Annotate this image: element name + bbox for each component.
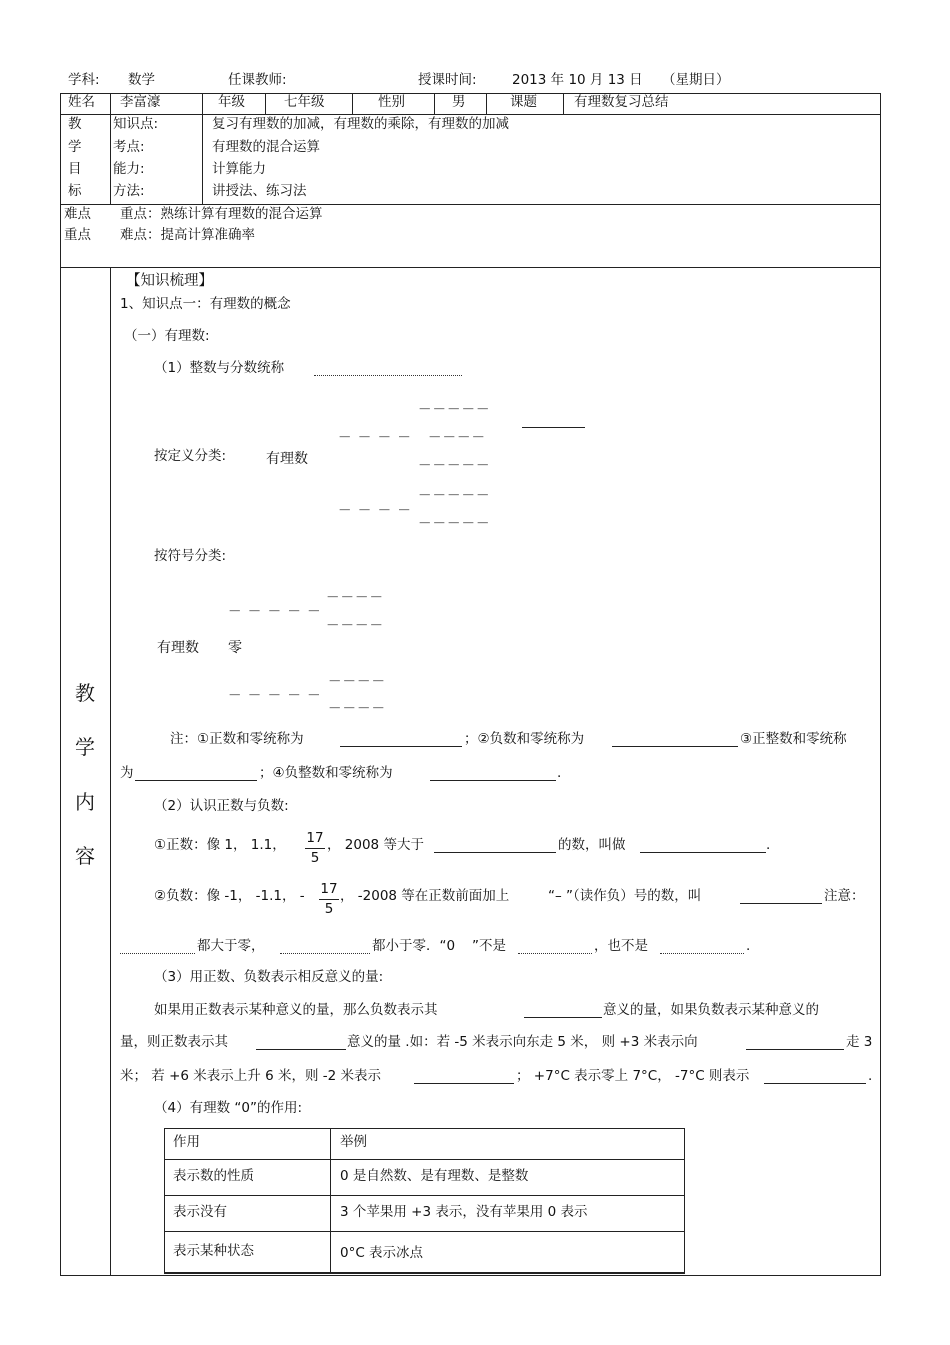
note-text: ；②负数和零统称为 <box>464 731 585 747</box>
zero-text: ，也不是 <box>594 938 648 954</box>
positive-text: . <box>766 837 771 853</box>
objectives-side-char: 目 <box>68 161 82 177</box>
negative-text: “– ”（读作负）号的数，叫 <box>548 888 702 904</box>
objective-value: 讲授法、练习法 <box>212 183 307 199</box>
negative-text: ， -2008 等在正数前面加上 <box>340 888 510 904</box>
objectives-side-char: 标 <box>68 183 82 199</box>
blank-line <box>340 746 462 747</box>
note-text: . <box>557 765 562 781</box>
table-header: 举例 <box>340 1134 367 1150</box>
key-point: 重点：熟练计算有理数的混合运算 <box>120 206 323 222</box>
blank-line <box>522 427 585 428</box>
blank-dash: －－－－ <box>328 701 386 717</box>
objective-value: 复习有理数的加减，有理数的乘除，有理数的加减 <box>212 116 509 132</box>
question-1: （1）整数与分数统称 <box>154 360 285 376</box>
objective-value: 计算能力 <box>212 161 266 177</box>
blank-dash: －－－－ <box>326 590 384 606</box>
positive-text: ①正数：像 1， 1.1， <box>154 837 286 853</box>
opposite-text: 意义的量 .如：若 -5 米表示向东走 5 米， 则 +3 米表示向 <box>347 1034 698 1050</box>
definition-classification-label: 按定义分类: <box>154 448 227 464</box>
blank-line <box>740 903 822 904</box>
sign-classification-label: 按符号分类: <box>154 548 227 564</box>
difficulty-side: 难点 <box>64 206 91 222</box>
table-cell: 0°C 表示冰点 <box>340 1245 424 1261</box>
blank-line <box>314 375 462 376</box>
blank-line <box>120 953 195 954</box>
topic-label: 课题 <box>510 94 537 110</box>
blank-dash: －－－－－ <box>418 516 491 532</box>
table-cell: 表示数的性质 <box>173 1168 254 1184</box>
blank-line <box>434 852 556 853</box>
grade-label: 年级 <box>218 94 245 110</box>
name-value: 李富濠 <box>120 94 161 110</box>
negative-text: ②负数：像 -1， -1.1， - <box>154 888 305 904</box>
table-cell: 表示某种状态 <box>173 1243 254 1259</box>
zero-label: 零 <box>228 640 242 656</box>
objective-label: 知识点: <box>113 116 159 132</box>
opposite-text: . <box>868 1068 873 1084</box>
zero-text: 都大于零， <box>197 938 265 954</box>
objective-label: 方法: <box>113 183 145 199</box>
objectives-side-char: 教 <box>68 116 82 132</box>
date-value: 2013 年 10 月 13 日 <box>512 72 643 88</box>
subsection-1: （一）有理数: <box>124 328 210 344</box>
table-cell: 表示没有 <box>173 1204 227 1220</box>
name-label: 姓名 <box>68 94 95 110</box>
question-2: （2）认识正数与负数: <box>154 798 289 814</box>
fraction-denominator: 5 <box>324 900 334 917</box>
teacher-label: 任课教师: <box>228 72 287 88</box>
blank-dash: －－－－ <box>328 674 386 690</box>
time-label: 授课时间: <box>418 72 477 88</box>
blank-dash: －－－－ <box>326 618 384 634</box>
blank-line <box>518 953 592 954</box>
opposite-text: ； +7°C 表示零上 7°C， -7°C 则表示 <box>516 1068 750 1084</box>
blank-line <box>764 1083 866 1084</box>
positive-text: 的数，叫做 <box>558 837 626 853</box>
question-3: （3）用正数、负数表示相反意义的量: <box>154 969 384 985</box>
blank-line <box>430 780 556 781</box>
fraction <box>319 883 339 916</box>
zero-text: 都小于零．“0 <box>372 938 456 954</box>
grade-value: 七年级 <box>284 94 325 110</box>
objective-value: 有理数的混合运算 <box>212 139 320 155</box>
table-header: 作用 <box>173 1134 200 1150</box>
blank-dash: － － － － <box>338 430 412 446</box>
blank-dash: － － － － － <box>228 604 322 620</box>
negative-text: 注意： <box>824 888 865 904</box>
zero-text: . <box>746 938 751 954</box>
content-side-char: 学 <box>75 735 95 759</box>
blank-dash: －－－－ <box>428 430 486 446</box>
blank-line <box>612 746 738 747</box>
blank-line <box>640 852 766 853</box>
fraction-numerator: 17 <box>305 832 325 849</box>
blank-line <box>414 1083 514 1084</box>
opposite-text: 量，则正数表示其 <box>120 1034 228 1050</box>
note-text: 为 <box>120 765 134 781</box>
objectives-side-char: 学 <box>68 139 82 155</box>
knowledge-point-1: 1、知识点一：有理数的概念 <box>120 296 291 312</box>
positive-text: ， 2008 等大于 <box>327 837 424 853</box>
rational-number-center: 有理数 <box>266 451 308 467</box>
fraction <box>305 832 325 865</box>
question-4: （4）有理数 “0”的作用: <box>154 1100 303 1116</box>
subject-value: 数学 <box>128 72 155 88</box>
content-side-char: 内 <box>75 790 95 814</box>
rational-number-center: 有理数 <box>157 640 199 656</box>
difficulty-side: 重点 <box>64 227 91 243</box>
note-text: ；④负整数和零统称为 <box>259 765 393 781</box>
note-text: ③正整数和零统称 <box>740 731 847 747</box>
weekday-value: （星期日） <box>662 72 730 88</box>
content-side-char: 容 <box>75 844 95 868</box>
blank-line <box>135 780 257 781</box>
blank-dash: －－－－－ <box>418 458 491 474</box>
blank-dash: －－－－－ <box>418 488 491 504</box>
note-text: 注：①正数和零统称为 <box>170 731 304 747</box>
fraction-numerator: 17 <box>319 883 339 900</box>
gender-label: 性别 <box>378 94 405 110</box>
zero-text: ”不是 <box>472 938 506 954</box>
blank-line <box>256 1049 346 1050</box>
gender-value: 男 <box>452 94 466 110</box>
opposite-text: 走 3 <box>846 1034 873 1050</box>
table-cell: 3 个苹果用 +3 表示，没有苹果用 0 表示 <box>340 1204 588 1220</box>
blank-line <box>280 953 370 954</box>
topic-value: 有理数复习总结 <box>574 94 669 110</box>
blank-dash: －－－－－ <box>418 402 491 418</box>
blank-line <box>746 1049 844 1050</box>
subject-label: 学科: <box>68 72 100 88</box>
table-cell: 0 是自然数、是有理数、是整数 <box>340 1168 529 1184</box>
opposite-text: 如果用正数表示某种意义的量，那么负数表示其 <box>154 1002 438 1018</box>
content-side-char: 教 <box>75 681 95 705</box>
hard-point: 难点：提高计算准确率 <box>120 227 255 243</box>
blank-line <box>524 1017 602 1018</box>
opposite-text: 米； 若 +6 米表示上升 6 米，则 -2 米表示 <box>120 1068 381 1084</box>
fraction-denominator: 5 <box>310 849 320 866</box>
opposite-text: 意义的量，如果负数表示某种意义的 <box>603 1002 819 1018</box>
objective-label: 能力: <box>113 161 145 177</box>
objective-label: 考点: <box>113 139 145 155</box>
section-title: 【知识梳理】 <box>126 273 213 289</box>
blank-line <box>660 953 744 954</box>
blank-dash: － － － － <box>338 503 412 519</box>
blank-dash: － － － － － <box>228 688 322 704</box>
